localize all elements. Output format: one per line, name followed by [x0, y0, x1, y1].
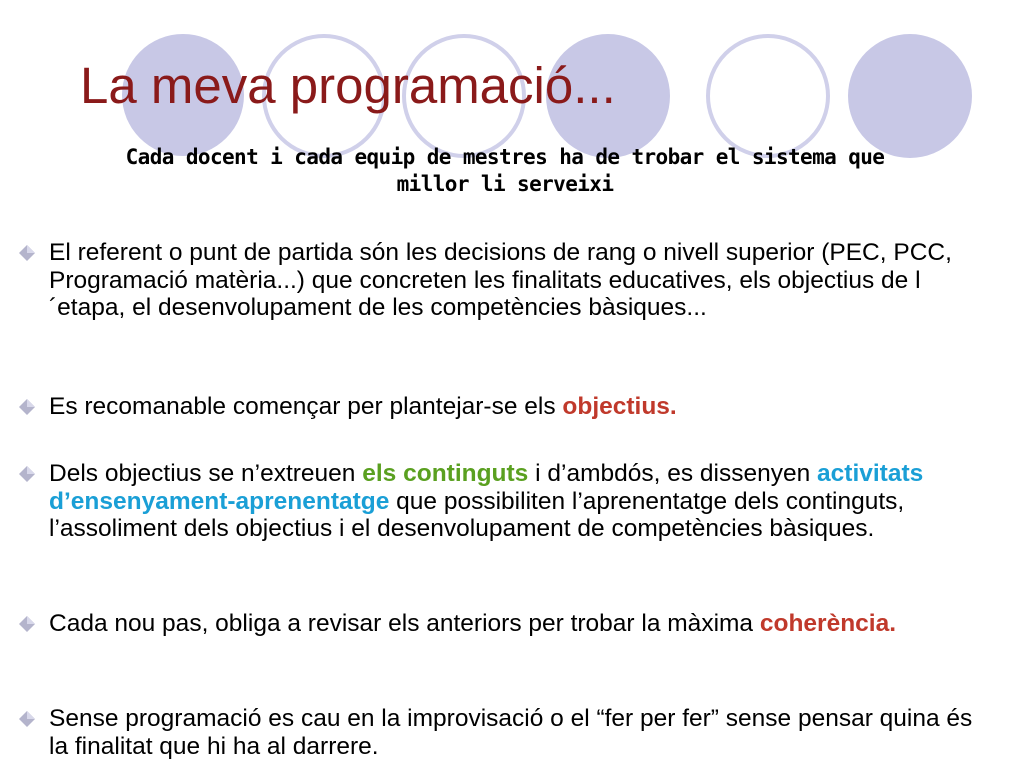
- bullet-3-highlight-contents: els continguts: [362, 460, 529, 487]
- gray-diamond-bullet-icon: [18, 710, 36, 728]
- bullet-4-highlight: coherència.: [759, 610, 897, 637]
- bullet-1-text: El referent o punt de partida són les decisions de rang o nivell superior (PEC, PCC, Programació matèria...) que concreten les finalitats educatives, els objectius de l´etapa, el desenvolupament de les competències bàsiques...: [49, 239, 952, 321]
- bullet-item-3: [49, 460, 979, 543]
- gray-diamond-bullet-icon: [18, 398, 36, 416]
- slide-subtitle: [40, 144, 970, 198]
- bullet-3-text-post: que possibiliten l’aprenentatge dels continguts, l’assoliment dels objectius i el desenvolupament de competències bàsiques.: [49, 487, 905, 542]
- bullet-2-text: Es recomanable començar per plantejar-se els: [49, 393, 563, 420]
- bullet-item-4: [49, 610, 979, 638]
- decorative-circle-5: [706, 34, 830, 158]
- gray-diamond-bullet-icon: [18, 615, 36, 633]
- bullet-item-1: [49, 239, 979, 322]
- bullet-4-text: Cada nou pas, obliga a revisar els anteriors per trobar la màxima: [49, 610, 760, 637]
- subtitle-line-2: millor li serveixi: [396, 172, 614, 196]
- bullet-5-text: Sense programació es cau en la improvisació o el “fer per fer” sense pensar quina és la finalitat que hi ha al darrere.: [49, 705, 973, 760]
- gray-diamond-bullet-icon: [18, 244, 36, 262]
- bullet-item-5: [49, 705, 979, 760]
- bullet-3-text-pre: Dels objectius se n’extreuen: [49, 460, 363, 487]
- subtitle-line-1: Cada docent i cada equip de mestres ha de trobar el sistema que: [125, 145, 885, 169]
- decorative-circle-6: [848, 34, 972, 158]
- bullet-item-2: [49, 393, 979, 421]
- bullet-3-highlight-activities: activitats d’ensenyament-aprenentatge: [49, 460, 924, 515]
- gray-diamond-bullet-icon: [18, 465, 36, 483]
- bullet-3-text-mid: i d’ambdós, es dissenyen: [528, 460, 818, 487]
- bullet-2-highlight: objectius.: [562, 393, 677, 420]
- slide-title: La meva programació...: [80, 57, 616, 114]
